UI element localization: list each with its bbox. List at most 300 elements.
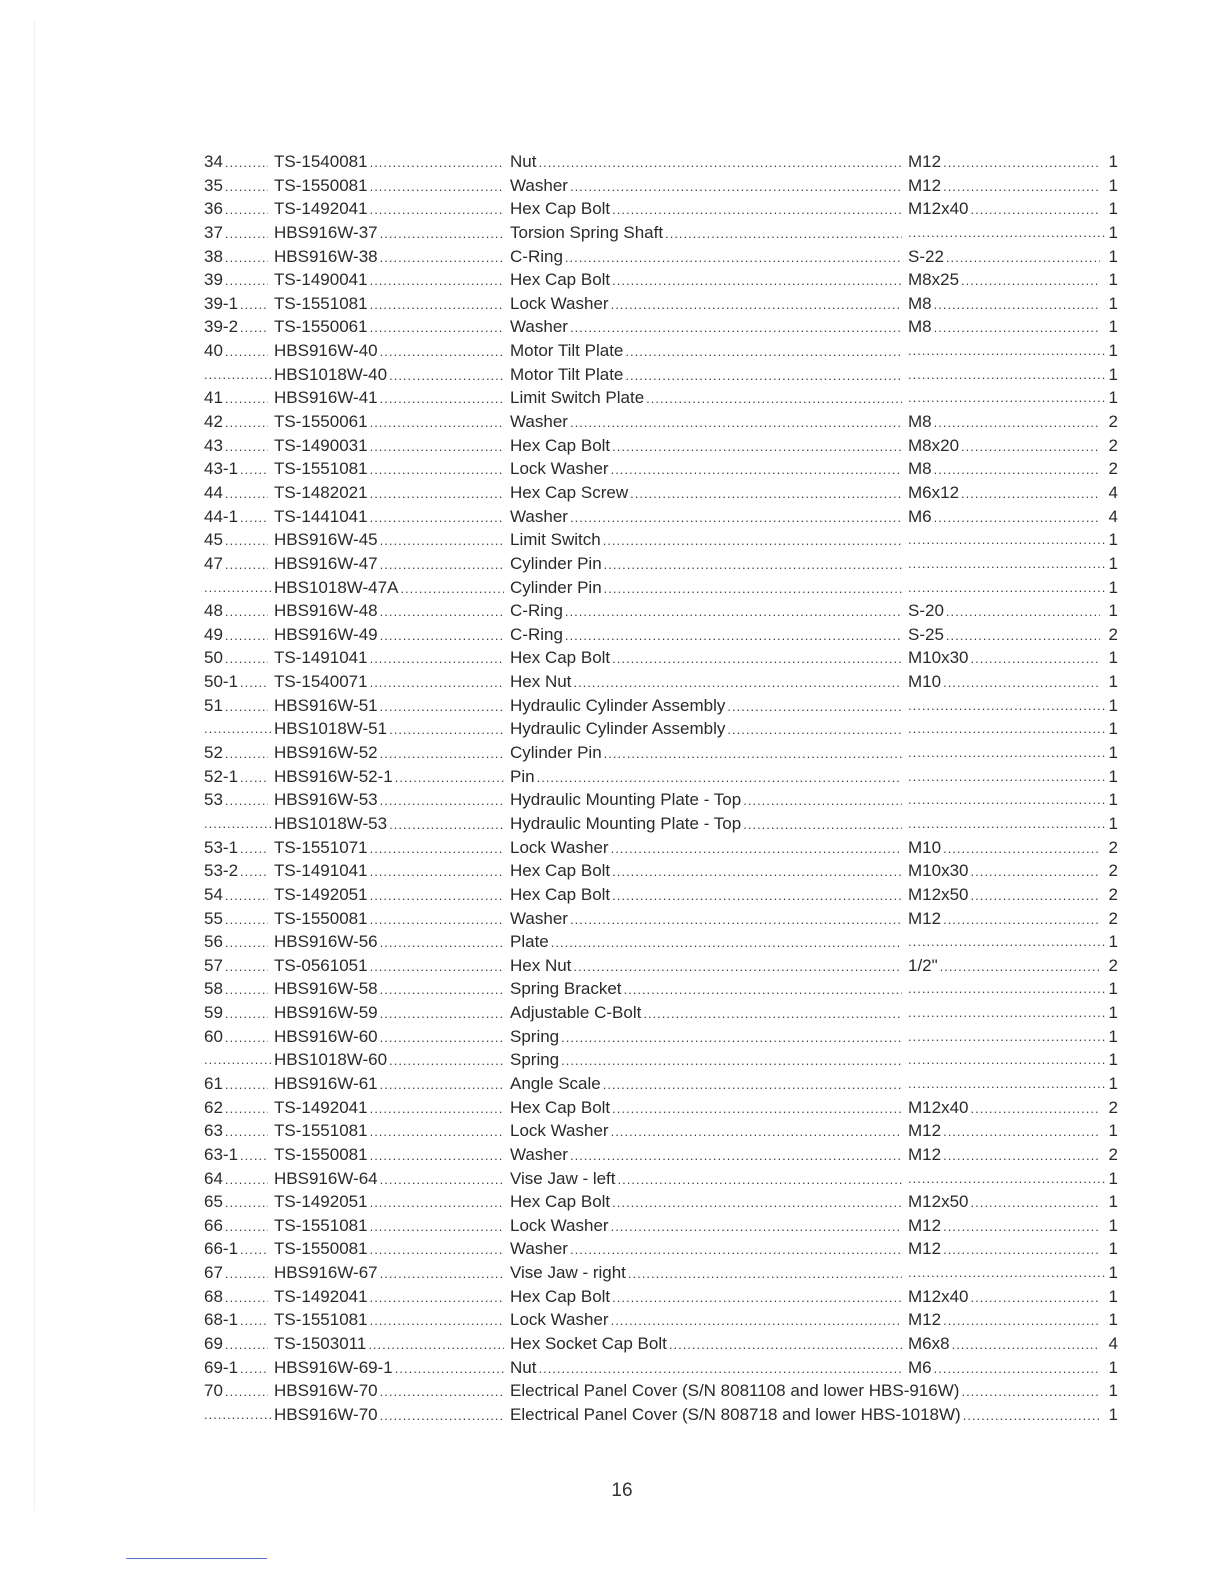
description: Lock Washer xyxy=(510,837,609,857)
description-cell xyxy=(510,268,908,292)
leader-dots xyxy=(570,1144,902,1167)
parts-row xyxy=(204,481,1116,505)
leader-dots xyxy=(225,1333,268,1356)
item-number-cell xyxy=(204,859,274,883)
part-number: TS-1503011 xyxy=(274,1334,367,1354)
parts-row xyxy=(204,576,1116,600)
size-cell xyxy=(908,623,1106,647)
quantity: 4 xyxy=(1108,506,1118,526)
description-cell xyxy=(510,386,908,410)
leader-dots xyxy=(225,789,268,812)
quantity-cell xyxy=(1106,1025,1118,1049)
description-cell xyxy=(510,717,908,741)
leader-dots xyxy=(240,1309,268,1332)
leader-dots xyxy=(908,528,1105,552)
quantity-cell xyxy=(1106,1356,1118,1380)
size: M6x8 xyxy=(908,1334,950,1354)
description: Washer xyxy=(510,412,568,432)
leader-dots xyxy=(611,837,902,860)
quantity: 2 xyxy=(1108,435,1118,455)
size-cell xyxy=(908,363,1106,387)
leader-dots xyxy=(380,222,504,245)
quantity-cell xyxy=(1106,1403,1118,1427)
part-number: HBS916W-45 xyxy=(274,530,378,550)
quantity: 1 xyxy=(1108,813,1118,833)
item-number: 40 xyxy=(204,341,223,361)
leader-dots xyxy=(370,411,504,434)
leader-dots xyxy=(943,908,1100,931)
leader-dots xyxy=(604,577,902,600)
item-number-cell xyxy=(204,836,274,860)
description: Nut xyxy=(510,152,537,171)
size: M6 xyxy=(908,506,932,526)
size: M12 xyxy=(908,1215,942,1235)
quantity-cell xyxy=(1106,1190,1118,1214)
item-number-cell xyxy=(204,339,274,363)
part-number-cell xyxy=(274,717,510,741)
item-number-cell xyxy=(204,221,274,245)
description: C-Ring xyxy=(510,624,563,644)
parts-row xyxy=(204,1025,1116,1049)
item-number-cell xyxy=(204,670,274,694)
quantity-cell xyxy=(1106,1261,1118,1285)
leader-dots xyxy=(204,1048,273,1072)
leader-dots xyxy=(380,1073,504,1096)
quantity-cell xyxy=(1106,599,1118,623)
quantity: 2 xyxy=(1108,908,1118,928)
description-cell xyxy=(510,788,908,812)
leader-dots xyxy=(538,151,902,174)
leader-dots xyxy=(370,269,504,292)
size-cell xyxy=(908,1119,1106,1143)
leader-dots xyxy=(240,860,268,883)
leader-dots xyxy=(943,175,1100,198)
size-cell xyxy=(908,1356,1106,1380)
leader-dots xyxy=(370,1120,504,1143)
parts-row xyxy=(204,1308,1116,1332)
part-number-cell xyxy=(274,1190,510,1214)
leader-dots xyxy=(225,198,268,221)
quantity: 1 xyxy=(1108,152,1118,171)
leader-dots xyxy=(908,552,1105,576)
leader-dots xyxy=(943,837,1100,860)
size: M6x12 xyxy=(908,482,960,502)
item-number: 52 xyxy=(204,743,223,763)
leader-dots xyxy=(240,1357,268,1380)
item-number: 66-1 xyxy=(204,1239,239,1259)
item-number-cell xyxy=(204,410,274,434)
item-number: 38 xyxy=(204,246,223,266)
description: Vise Jaw - left xyxy=(510,1168,616,1188)
part-number: HBS916W-48 xyxy=(274,601,378,621)
leader-dots xyxy=(908,765,1105,789)
parts-row xyxy=(204,268,1116,292)
description: Lock Washer xyxy=(510,1215,609,1235)
size: M10x30 xyxy=(908,648,969,668)
parts-row xyxy=(204,765,1116,789)
description-cell xyxy=(510,434,908,458)
leader-dots xyxy=(389,718,504,741)
item-number-cell xyxy=(204,1001,274,1025)
leader-dots xyxy=(611,293,902,316)
size-cell xyxy=(908,977,1106,1001)
leader-dots xyxy=(370,151,504,174)
quantity: 1 xyxy=(1108,766,1118,786)
item-number-cell xyxy=(204,1143,274,1167)
leader-dots xyxy=(225,931,268,954)
leader-dots xyxy=(665,222,902,245)
part-number: HBS916W-61 xyxy=(274,1073,378,1093)
size: M12 xyxy=(908,908,942,928)
item-number: 64 xyxy=(204,1168,223,1188)
leader-dots xyxy=(970,884,1100,907)
part-number: TS-1550081 xyxy=(274,1144,368,1164)
leader-dots xyxy=(573,671,902,694)
quantity-cell xyxy=(1106,245,1118,269)
quantity: 2 xyxy=(1108,861,1118,881)
size-cell xyxy=(908,339,1106,363)
leader-dots xyxy=(908,1048,1105,1072)
quantity: 1 xyxy=(1108,979,1118,999)
description-cell xyxy=(510,623,908,647)
parts-row xyxy=(204,1356,1116,1380)
size: M8 xyxy=(908,412,932,432)
quantity-cell xyxy=(1106,1379,1118,1403)
part-number: TS-1551081 xyxy=(274,1121,368,1141)
description-cell xyxy=(510,741,908,765)
size-cell xyxy=(908,1237,1106,1261)
size: M12x50 xyxy=(908,1192,969,1212)
parts-row xyxy=(204,1332,1116,1356)
part-number-cell xyxy=(274,1001,510,1025)
leader-dots xyxy=(370,1286,504,1309)
item-number: 59 xyxy=(204,1003,223,1023)
leader-dots xyxy=(612,647,902,670)
parts-row xyxy=(204,788,1116,812)
item-number-cell xyxy=(204,576,274,600)
leader-dots xyxy=(240,293,268,316)
item-number: 60 xyxy=(204,1026,223,1046)
size-cell xyxy=(908,552,1106,576)
description: Washer xyxy=(510,317,568,337)
part-number: TS-1550061 xyxy=(274,317,368,337)
parts-row xyxy=(204,174,1116,198)
parts-row xyxy=(204,1237,1116,1261)
parts-row xyxy=(204,859,1116,883)
size-cell xyxy=(908,528,1106,552)
description-cell xyxy=(510,1261,908,1285)
parts-row xyxy=(204,150,1116,174)
leader-dots xyxy=(612,1286,902,1309)
leader-dots xyxy=(380,1380,504,1403)
quantity: 1 xyxy=(1108,1168,1118,1188)
leader-dots xyxy=(565,624,902,647)
item-number-cell xyxy=(204,1379,274,1403)
part-number-cell xyxy=(274,670,510,694)
quantity-cell xyxy=(1106,386,1118,410)
parts-row xyxy=(204,1096,1116,1120)
item-number: 34 xyxy=(204,152,223,171)
part-number-cell xyxy=(274,410,510,434)
leader-dots xyxy=(908,1025,1105,1049)
leader-dots xyxy=(625,364,902,387)
item-number: 68-1 xyxy=(204,1310,239,1330)
parts-row xyxy=(204,1119,1116,1143)
leader-dots xyxy=(204,576,273,600)
item-number: 45 xyxy=(204,530,223,550)
item-number: 50 xyxy=(204,648,223,668)
leader-dots xyxy=(908,930,1105,954)
leader-dots xyxy=(225,340,268,363)
leader-dots xyxy=(611,1120,902,1143)
parts-row xyxy=(204,1048,1116,1072)
size-cell xyxy=(908,670,1106,694)
leader-dots xyxy=(380,1026,504,1049)
page-number: 16 xyxy=(611,1480,633,1501)
size-cell xyxy=(908,410,1106,434)
description: Hydraulic Mounting Plate - Top xyxy=(510,790,742,810)
description-cell xyxy=(510,599,908,623)
quantity-cell xyxy=(1106,930,1118,954)
size-cell xyxy=(908,1332,1106,1356)
leader-dots xyxy=(389,364,504,387)
leader-dots xyxy=(943,1238,1100,1261)
description: Electrical Panel Cover (S/N 8081108 and lower HBS-916W) xyxy=(510,1381,960,1401)
size: M12x40 xyxy=(908,1097,969,1117)
leader-dots xyxy=(225,151,268,174)
leader-dots xyxy=(908,812,1105,836)
quantity: 1 xyxy=(1108,1050,1118,1070)
item-number: 39 xyxy=(204,270,223,290)
leader-dots xyxy=(612,1191,902,1214)
quantity: 4 xyxy=(1108,482,1118,502)
item-number-cell xyxy=(204,197,274,221)
item-number-cell xyxy=(204,717,274,741)
part-number-cell xyxy=(274,1143,510,1167)
parts-row xyxy=(204,386,1116,410)
description: Washer xyxy=(510,1239,568,1259)
part-number: HBS916W-37 xyxy=(274,222,378,242)
leader-dots xyxy=(625,340,902,363)
item-number: 42 xyxy=(204,412,223,432)
item-number-cell xyxy=(204,505,274,529)
parts-row xyxy=(204,1403,1116,1427)
size: M8 xyxy=(908,317,932,337)
part-number-cell xyxy=(274,1119,510,1143)
size: M8 xyxy=(908,459,932,479)
description-cell xyxy=(510,481,908,505)
quantity: 1 xyxy=(1108,790,1118,810)
leader-dots xyxy=(934,293,1100,316)
description: Hex Cap Bolt xyxy=(510,270,611,290)
description: Lock Washer xyxy=(510,1121,609,1141)
leader-dots xyxy=(612,435,902,458)
quantity-cell xyxy=(1106,481,1118,505)
size-cell xyxy=(908,1214,1106,1238)
description-cell xyxy=(510,930,908,954)
parts-row xyxy=(204,836,1116,860)
part-number-cell xyxy=(274,623,510,647)
leader-dots xyxy=(646,387,902,410)
leader-dots xyxy=(240,458,268,481)
item-number: 36 xyxy=(204,199,223,219)
leader-dots xyxy=(380,340,504,363)
leader-dots xyxy=(946,624,1100,647)
item-number: 53-2 xyxy=(204,861,239,881)
quantity: 1 xyxy=(1108,1239,1118,1259)
leader-dots xyxy=(538,1357,902,1380)
leader-dots xyxy=(370,908,504,931)
leader-dots xyxy=(225,624,268,647)
description: Limit Switch Plate xyxy=(510,388,645,408)
parts-row xyxy=(204,812,1116,836)
description: Cylinder Pin xyxy=(510,577,602,597)
part-number-cell xyxy=(274,552,510,576)
description-cell xyxy=(510,883,908,907)
leader-dots xyxy=(225,269,268,292)
parts-row xyxy=(204,552,1116,576)
leader-dots xyxy=(370,435,504,458)
part-number: TS-1551081 xyxy=(274,293,368,313)
size-cell xyxy=(908,788,1106,812)
quantity-cell xyxy=(1106,505,1118,529)
leader-dots xyxy=(961,1380,1100,1403)
parts-row xyxy=(204,245,1116,269)
item-number-cell xyxy=(204,883,274,907)
part-number-cell xyxy=(274,339,510,363)
leader-dots xyxy=(908,576,1105,600)
description-cell xyxy=(510,1356,908,1380)
leader-dots xyxy=(908,1261,1105,1285)
part-number: TS-1540081 xyxy=(274,152,368,171)
quantity: 1 xyxy=(1108,743,1118,763)
leader-dots xyxy=(624,978,903,1001)
part-number: TS-1492051 xyxy=(274,884,368,904)
item-number: 57 xyxy=(204,955,223,975)
leader-dots xyxy=(612,269,902,292)
leader-dots xyxy=(908,386,1105,410)
part-number: HBS1018W-40 xyxy=(274,364,388,384)
leader-dots xyxy=(970,1097,1100,1120)
part-number: HBS1018W-51 xyxy=(274,719,388,739)
item-number: 67 xyxy=(204,1263,223,1283)
quantity-cell xyxy=(1106,197,1118,221)
description: Electrical Panel Cover (S/N 808718 and lower HBS-1018W) xyxy=(510,1404,961,1424)
leader-dots xyxy=(908,1072,1105,1096)
leader-dots xyxy=(225,978,268,1001)
quantity: 1 xyxy=(1108,1263,1118,1283)
parts-row xyxy=(204,1190,1116,1214)
quantity-cell xyxy=(1106,1308,1118,1332)
leader-dots xyxy=(970,198,1100,221)
item-number-cell xyxy=(204,150,274,174)
leader-dots xyxy=(204,717,273,741)
leader-dots xyxy=(643,1002,902,1025)
description: Lock Washer xyxy=(510,293,609,313)
description-cell xyxy=(510,694,908,718)
part-number: TS-0561051 xyxy=(274,955,368,975)
description: Hex Nut xyxy=(510,955,572,975)
parts-row xyxy=(204,434,1116,458)
part-number: HBS1018W-60 xyxy=(274,1050,388,1070)
quantity-cell xyxy=(1106,954,1118,978)
size: M12 xyxy=(908,1121,942,1141)
part-number-cell xyxy=(274,646,510,670)
description-cell xyxy=(510,836,908,860)
description-cell xyxy=(510,1379,1106,1403)
leader-dots xyxy=(970,1286,1100,1309)
part-number-cell xyxy=(274,1214,510,1238)
size: M10x30 xyxy=(908,861,969,881)
size-cell xyxy=(908,386,1106,410)
description-cell xyxy=(510,765,908,789)
description: Hex Cap Bolt xyxy=(510,1192,611,1212)
quantity-cell xyxy=(1106,457,1118,481)
item-number-cell xyxy=(204,599,274,623)
size: M12 xyxy=(908,1310,942,1330)
quantity-cell xyxy=(1106,315,1118,339)
quantity-cell xyxy=(1106,836,1118,860)
description-cell xyxy=(510,410,908,434)
quantity: 1 xyxy=(1108,1286,1118,1306)
description-cell xyxy=(510,1285,908,1309)
item-number-cell xyxy=(204,977,274,1001)
parts-row xyxy=(204,363,1116,387)
description-cell xyxy=(510,1072,908,1096)
part-number-cell xyxy=(274,457,510,481)
quantity-cell xyxy=(1106,1096,1118,1120)
size-cell xyxy=(908,1096,1106,1120)
leader-dots xyxy=(940,955,1100,978)
leader-dots xyxy=(225,600,268,623)
quantity: 1 xyxy=(1108,695,1118,715)
description: C-Ring xyxy=(510,601,563,621)
item-number-cell xyxy=(204,1190,274,1214)
quantity: 2 xyxy=(1108,1097,1118,1117)
part-number: TS-1491041 xyxy=(274,861,368,881)
leader-dots xyxy=(380,1168,504,1191)
quantity: 1 xyxy=(1108,719,1118,739)
part-number: TS-1550081 xyxy=(274,1239,368,1259)
leader-dots xyxy=(743,789,902,812)
description: Hex Socket Cap Bolt xyxy=(510,1334,667,1354)
part-number: HBS916W-58 xyxy=(274,979,378,999)
item-number: 39-1 xyxy=(204,293,239,313)
description-cell xyxy=(510,954,908,978)
part-number: HBS1018W-53 xyxy=(274,813,388,833)
item-number: 69-1 xyxy=(204,1357,239,1377)
description-cell xyxy=(510,859,908,883)
item-number-cell xyxy=(204,363,274,387)
description: Torsion Spring Shaft xyxy=(510,222,664,242)
description-cell xyxy=(510,1096,908,1120)
parts-row xyxy=(204,457,1116,481)
part-number: TS-1551081 xyxy=(274,459,368,479)
parts-row xyxy=(204,221,1116,245)
description-cell xyxy=(510,1025,908,1049)
description-cell xyxy=(510,292,908,316)
quantity: 1 xyxy=(1108,1404,1118,1424)
parts-row xyxy=(204,694,1116,718)
leader-dots xyxy=(370,1238,504,1261)
leader-dots xyxy=(570,316,902,339)
item-number-cell xyxy=(204,1119,274,1143)
leader-dots xyxy=(908,694,1105,718)
description-cell xyxy=(510,1190,908,1214)
item-number-cell xyxy=(204,1261,274,1285)
part-number-cell xyxy=(274,1167,510,1191)
part-number: HBS916W-52 xyxy=(274,743,378,763)
